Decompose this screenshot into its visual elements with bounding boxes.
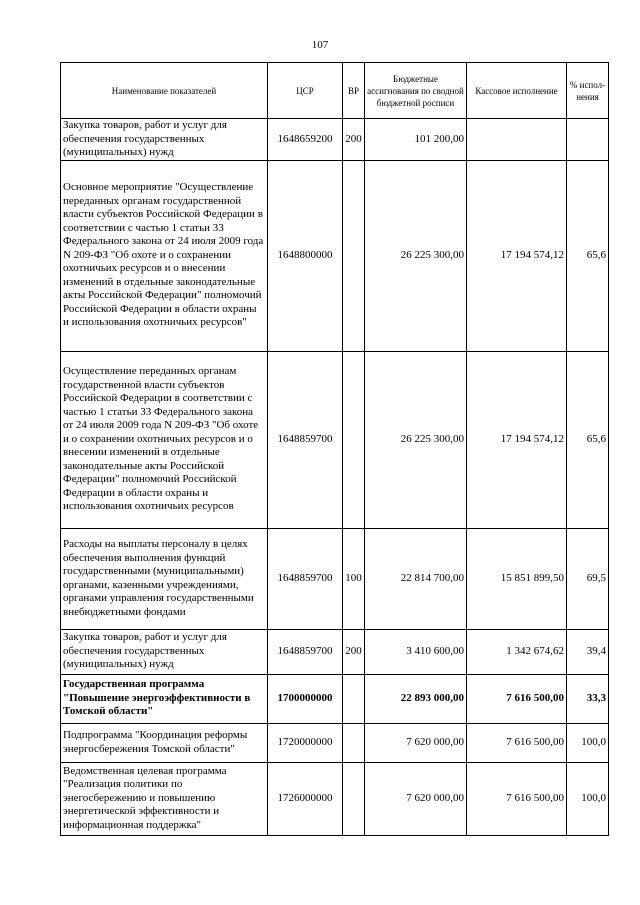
row-execution [467, 119, 567, 161]
row-name: Расходы на выплаты персоналу в целях обеспечения выполнения функций государственными (муниципальными) органами, казенными учреждениями, органами управления государственными внебюджетными фондами [61, 528, 268, 629]
row-code: 1726000000 [268, 762, 343, 835]
row-name: Закупка товаров, работ и услуг для обеспечения государственных (муниципальных) нужд [61, 629, 268, 674]
row-code: 1648859700 [268, 351, 343, 528]
row-budget: 26 225 300,00 [365, 351, 467, 528]
row-execution: 7 616 500,00 [467, 762, 567, 835]
row-name: Основное мероприятие "Осуществление переданных органам государственной власти субъектов Российской Федерации в соответствии с частью 1 статьи 33 Федерального закона от 24 июля 2009 года N 209-ФЗ "Об охоте и о сохранении охотничьих ресурсов и о внесении изменений в отдельные законодательные акты Российской Федерации" полномочий Российской Федерации в области охраны и использования охотничьих ресурсов" [61, 160, 268, 351]
header-percent: % испол-нения [567, 63, 609, 119]
table-row [61, 629, 609, 674]
header-execution: Кассовое исполнение [467, 63, 567, 119]
table-row [61, 723, 609, 762]
row-code: 1720000000 [268, 723, 343, 762]
row-execution: 17 194 574,12 [467, 160, 567, 351]
row-execution: 15 851 899,50 [467, 528, 567, 629]
row-vr: 100 [343, 528, 365, 629]
row-vr: 200 [343, 629, 365, 674]
table-header-row [61, 63, 609, 119]
row-percent: 69,5 [567, 528, 609, 629]
row-percent [567, 119, 609, 161]
row-budget: 26 225 300,00 [365, 160, 467, 351]
header-name: Наименование показателей [61, 63, 268, 119]
table-row [61, 160, 609, 351]
table-row [61, 762, 609, 835]
row-code: 1648859700 [268, 528, 343, 629]
table-row [61, 351, 609, 528]
row-name: Ведомственная целевая программа "Реализация политики по энегосбережению и повышению энергетической эффективности и информационная поддержка" [61, 762, 268, 835]
row-percent: 100,0 [567, 723, 609, 762]
row-execution: 7 616 500,00 [467, 723, 567, 762]
table-row [61, 528, 609, 629]
budget-table [60, 62, 609, 836]
row-name: Закупка товаров, работ и услуг для обеспечения государственных (муниципальных) нужд [61, 119, 268, 161]
row-vr [343, 762, 365, 835]
row-execution: 1 342 674,62 [467, 629, 567, 674]
row-execution: 17 194 574,12 [467, 351, 567, 528]
row-vr [343, 674, 365, 723]
row-budget: 7 620 000,00 [365, 723, 467, 762]
row-budget: 3 410 600,00 [365, 629, 467, 674]
row-name: Осуществление переданных органам государственной власти субъектов Российской Федерации в соответствии с частью 1 статьи 33 Федерального закона от 24 июля 2009 года N 209-ФЗ "Об охоте и о сохранении охотничьих ресурсов и о внесении изменений в отдельные законодательные акты Российской Федерации" полномочий Российской Федерации в области охраны и использования охотничьих ресурсов [61, 351, 268, 528]
row-percent: 65,6 [567, 351, 609, 528]
row-percent: 39,4 [567, 629, 609, 674]
row-percent: 33,3 [567, 674, 609, 723]
row-name: Подпрограмма "Координация реформы энергосбережения Томской области" [61, 723, 268, 762]
row-budget: 101 200,00 [365, 119, 467, 161]
row-code: 1700000000 [268, 674, 343, 723]
row-percent: 100,0 [567, 762, 609, 835]
header-code: ЦСР [268, 63, 343, 119]
row-code: 1648859700 [268, 629, 343, 674]
row-name: Государственная программа "Повышение энергоэффективности в Томской области" [61, 674, 268, 723]
row-percent: 65,6 [567, 160, 609, 351]
row-vr: 200 [343, 119, 365, 161]
row-code: 1648800000 [268, 160, 343, 351]
row-vr [343, 723, 365, 762]
table-row [61, 674, 609, 723]
header-vr: ВР [343, 63, 365, 119]
row-code: 1648659200 [268, 119, 343, 161]
row-execution: 7 616 500,00 [467, 674, 567, 723]
row-vr [343, 160, 365, 351]
table-row [61, 119, 609, 161]
row-budget: 22 893 000,00 [365, 674, 467, 723]
row-vr [343, 351, 365, 528]
header-budget: Бюджетные ассигнования по сводной бюджетной росписи [365, 63, 467, 119]
page-number: 107 [311, 39, 329, 51]
row-budget: 22 814 700,00 [365, 528, 467, 629]
row-budget: 7 620 000,00 [365, 762, 467, 835]
